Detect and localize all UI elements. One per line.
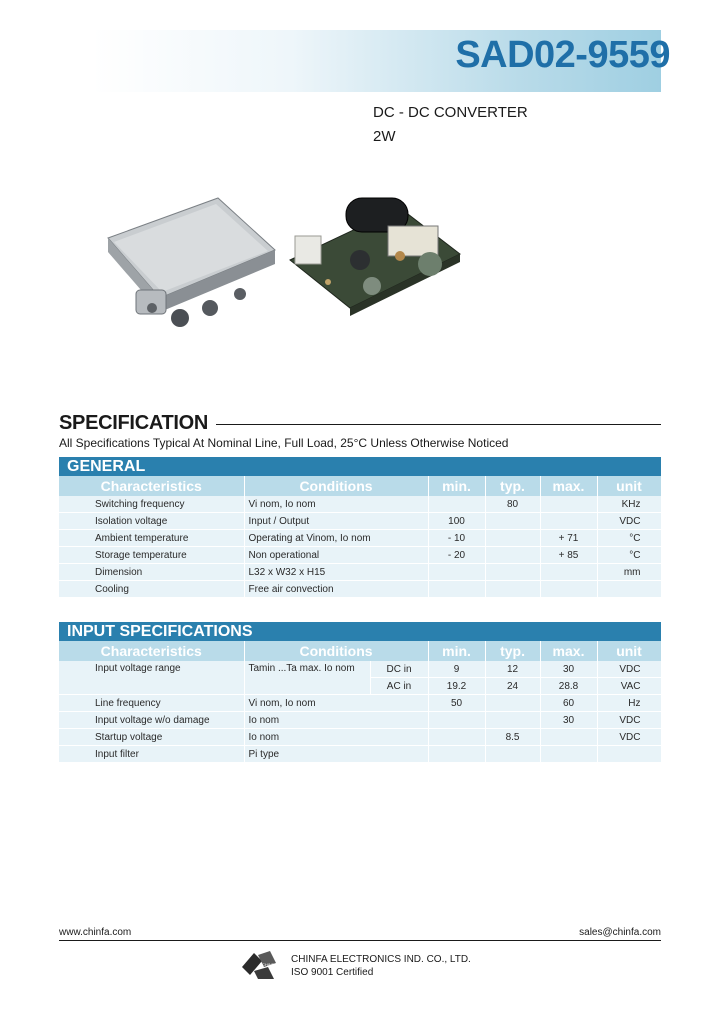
col-conditions: Conditions: [244, 476, 428, 496]
row-typ: [485, 695, 540, 712]
row-conditions: Non operational: [244, 547, 428, 564]
row-typ: [485, 712, 540, 729]
col-unit: unit: [597, 476, 661, 496]
row-name: Isolation voltage: [59, 513, 244, 530]
row-typ: [485, 564, 540, 581]
col-max: max.: [540, 641, 597, 661]
general-header-row: [59, 476, 661, 496]
row-min: [428, 564, 485, 581]
iso-certification: ISO 9001 Certified: [291, 967, 374, 978]
row-conditions: Pi type: [244, 746, 428, 763]
row-unit: VDC: [597, 661, 661, 678]
col-characteristics: Characteristics: [59, 476, 244, 496]
col-characteristics: Characteristics: [59, 641, 244, 661]
row-unit: Hz: [597, 695, 661, 712]
row-subcondition-ac: AC in: [370, 678, 428, 695]
row-typ: [485, 581, 540, 598]
row-typ: 24: [485, 678, 540, 695]
row-name: Storage temperature: [59, 547, 244, 564]
row-max: [540, 746, 597, 763]
row-max: 28.8: [540, 678, 597, 695]
row-name: Input voltage w/o damage: [59, 712, 244, 729]
col-typ: typ.: [485, 476, 540, 496]
row-unit: VDC: [597, 513, 661, 530]
row-max: 30: [540, 712, 597, 729]
row-unit: °C: [597, 530, 661, 547]
table-row: [59, 496, 661, 513]
row-conditions: Free air convection: [244, 581, 428, 598]
row-max: [540, 564, 597, 581]
table-row: [59, 547, 661, 564]
row-name: Input filter: [59, 746, 244, 763]
table-row: [59, 564, 661, 581]
chinfa-logo-icon: [240, 949, 278, 981]
col-min: min.: [428, 641, 485, 661]
row-max: 30: [540, 661, 597, 678]
row-typ: [485, 513, 540, 530]
row-min: [428, 581, 485, 598]
row-typ: [485, 530, 540, 547]
specification-heading: SPECIFICATION: [59, 412, 209, 434]
row-min: [428, 746, 485, 763]
product-type: DC - DC CONVERTER: [373, 104, 528, 121]
col-conditions: Conditions: [244, 641, 428, 661]
row-min: 100: [428, 513, 485, 530]
row-name: Line frequency: [59, 695, 244, 712]
row-max: [540, 496, 597, 513]
row-name: Dimension: [59, 564, 244, 581]
specification-note: All Specifications Typical At Nominal Line, Full Load, 25°C Unless Otherwise Noticed: [59, 436, 509, 450]
row-unit: VDC: [597, 729, 661, 746]
table-row: [59, 712, 661, 729]
table-row: [59, 513, 661, 530]
footer-rule: [59, 940, 661, 941]
col-unit: unit: [597, 641, 661, 661]
row-min: - 10: [428, 530, 485, 547]
col-typ: typ.: [485, 641, 540, 661]
general-section-title: GENERAL: [59, 457, 661, 476]
row-min: 50: [428, 695, 485, 712]
row-typ: [485, 746, 540, 763]
row-conditions: L32 x W32 x H15: [244, 564, 428, 581]
table-row: [59, 661, 661, 678]
row-min: 19.2: [428, 678, 485, 695]
table-row: [59, 695, 661, 712]
table-row: [59, 746, 661, 763]
row-min: [428, 712, 485, 729]
row-name: Cooling: [59, 581, 244, 598]
input-section-title: INPUT SPECIFICATIONS: [59, 622, 661, 641]
metal-case-module: [108, 198, 275, 327]
row-typ: 12: [485, 661, 540, 678]
company-name: CHINFA ELECTRONICS IND. CO., LTD.: [291, 954, 471, 965]
input-header-row: [59, 641, 661, 661]
row-unit: °C: [597, 547, 661, 564]
row-typ: 8.5: [485, 729, 540, 746]
company-info: [291, 953, 471, 979]
row-typ: 80: [485, 496, 540, 513]
row-unit: KHz: [597, 496, 661, 513]
col-max: max.: [540, 476, 597, 496]
row-max: 60: [540, 695, 597, 712]
row-conditions: Io nom: [244, 712, 428, 729]
row-name: Startup voltage: [59, 729, 244, 746]
row-conditions: Vi nom, Io nom: [244, 695, 428, 712]
row-max: + 85: [540, 547, 597, 564]
col-min: min.: [428, 476, 485, 496]
table-row: [59, 729, 661, 746]
row-name: Ambient temperature: [59, 530, 244, 547]
row-min: [428, 729, 485, 746]
row-max: + 71: [540, 530, 597, 547]
row-max: [540, 513, 597, 530]
row-name: Input voltage range: [59, 661, 244, 695]
row-conditions: Input / Output: [244, 513, 428, 530]
row-name: Switching frequency: [59, 496, 244, 513]
general-table: [59, 476, 662, 598]
row-unit: VDC: [597, 712, 661, 729]
table-row: [59, 530, 661, 547]
product-power: 2W: [373, 128, 396, 145]
row-conditions: Io nom: [244, 729, 428, 746]
email-link[interactable]: sales@chinfa.com: [579, 927, 661, 938]
row-unit: VAC: [597, 678, 661, 695]
table-row: [59, 581, 661, 598]
row-min: - 20: [428, 547, 485, 564]
logo-text: CHINFA: [262, 962, 277, 967]
product-title: SAD02-9559: [455, 34, 670, 76]
row-subcondition-dc: DC in: [370, 661, 428, 678]
row-unit: [597, 746, 661, 763]
input-table: [59, 641, 662, 763]
product-photo: [100, 190, 480, 350]
row-conditions: Tamin ...Ta max. Io nom: [244, 661, 370, 695]
row-unit: [597, 581, 661, 598]
row-max: [540, 729, 597, 746]
row-conditions: Operating at Vinom, Io nom: [244, 530, 428, 547]
row-min: 9: [428, 661, 485, 678]
row-unit: mm: [597, 564, 661, 581]
website-link[interactable]: www.chinfa.com: [59, 927, 132, 938]
row-max: [540, 581, 597, 598]
open-frame-module: [290, 198, 460, 316]
row-typ: [485, 547, 540, 564]
row-conditions: Vi nom, Io nom: [244, 496, 428, 513]
specification-rule: [216, 424, 661, 425]
row-min: [428, 496, 485, 513]
